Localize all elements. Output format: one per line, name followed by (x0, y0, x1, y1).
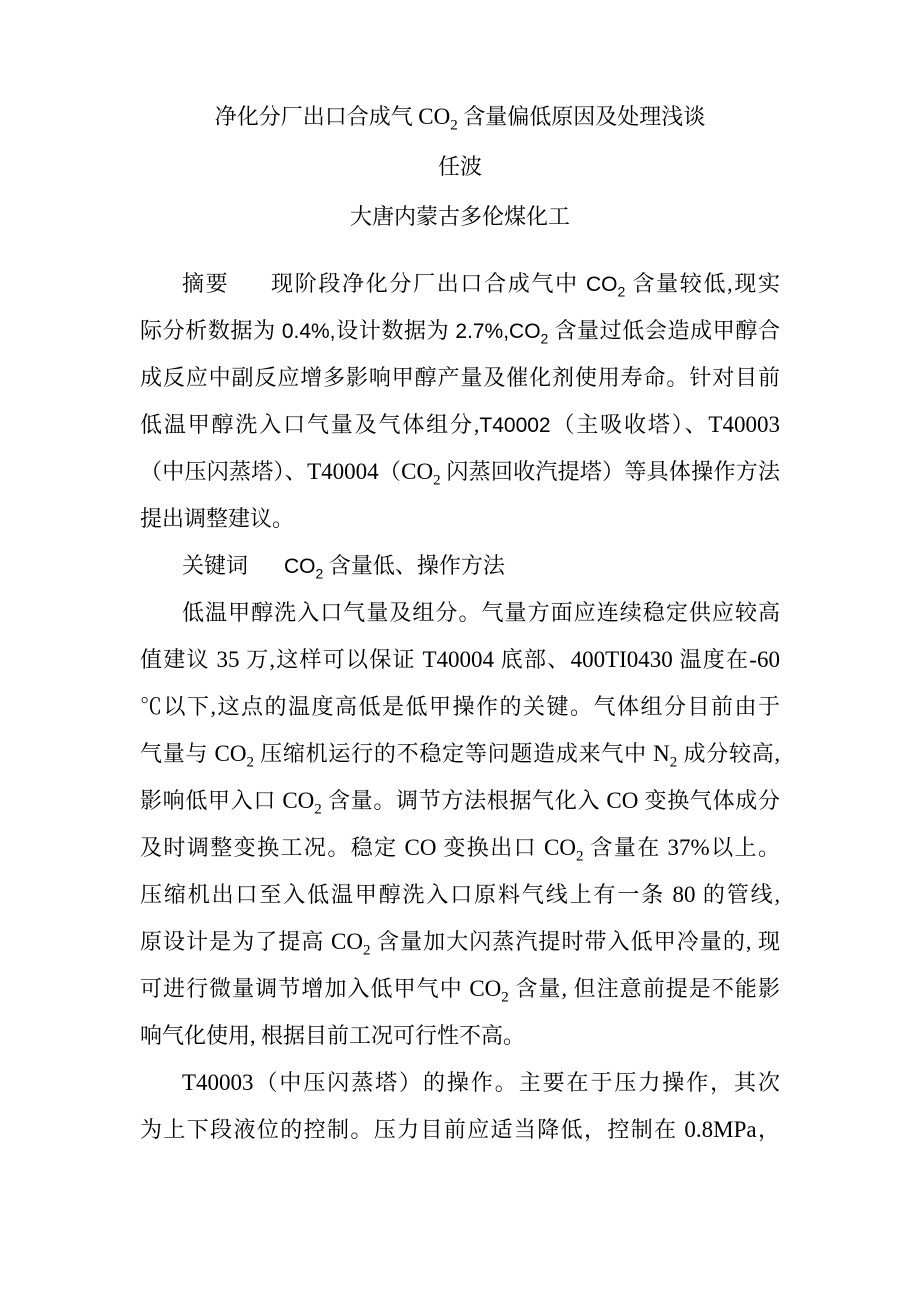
text-run: 的管线, (695, 882, 780, 907)
text-run: CO (418, 104, 451, 129)
text-run: 气量与 (140, 741, 215, 766)
text-run: 原设计是为了提高 (140, 929, 332, 954)
text-run: 大唐内蒙古多伦煤化工 (349, 204, 570, 229)
text-run: CO (214, 741, 247, 766)
text-run: 含量较低,现实 (625, 271, 780, 296)
text-run: 成分较高, (677, 741, 780, 766)
abstract-line-5 (140, 448, 780, 495)
para1-line-4 (140, 730, 780, 777)
para1-line-1 (140, 589, 780, 636)
abstract-line-1 (140, 260, 780, 307)
text-run: 影响低甲入口 (140, 788, 283, 813)
text-run: 2 (246, 754, 254, 771)
text-run: 含量过低会造成甲醇合 (548, 318, 780, 343)
text-run: -60 (749, 647, 780, 672)
text-run: 400TI0430 (570, 647, 673, 672)
text-run: 2 (501, 989, 509, 1006)
text-run: 以上。 (709, 835, 780, 860)
title-line (140, 92, 780, 142)
text-run: 含量加大闪蒸汽提时带入低甲冷量的, 现 (370, 929, 780, 954)
text-run: 80 (672, 882, 696, 907)
text-run: （中压闪蒸塔）的操作。主要在于压力操作，其次 (253, 1070, 780, 1095)
text-run: 2 (362, 942, 371, 959)
text-run: 净化分厂出口合成气 (214, 104, 419, 129)
para1-line-10 (140, 1012, 780, 1059)
text-run: （中压闪蒸塔）、 (140, 459, 308, 484)
text-run: CO (331, 929, 363, 954)
para1-line-5 (140, 777, 780, 824)
text-run: 2 (315, 565, 324, 582)
text-run: CO (404, 835, 437, 860)
text-run: T40003 (182, 1070, 254, 1095)
text-run: 含量。调节方法根据气化入 (321, 788, 607, 813)
text-run: 关键词 (182, 553, 249, 578)
text-run: 变换气体成分 (638, 788, 780, 813)
text-run: （主吸收塔）、 (550, 412, 709, 437)
text-run: （ (378, 459, 402, 484)
text-run: T40004 (422, 647, 495, 672)
text-run: 为上下段液位的控制。压力目前应适当降低，控制在 (140, 1117, 685, 1142)
text-run: CO (282, 788, 315, 813)
text-run: 2 (575, 848, 584, 865)
keywords-line (140, 542, 780, 589)
para1-line-9 (140, 965, 780, 1012)
author-line (140, 142, 780, 192)
text-run: 现阶段净化分厂出口合成气中 (269, 271, 586, 296)
text-run: 37% (667, 835, 710, 860)
text-run: 含量在 (583, 835, 668, 860)
affiliation-line (140, 192, 780, 242)
text-run: CO (401, 459, 434, 484)
text-run: 际分析数据为 (140, 318, 282, 343)
text-run: 压缩机运行的不稳定等问题造成来气中 (253, 741, 654, 766)
para1-line-8 (140, 918, 780, 965)
text-run: 2 (669, 754, 678, 771)
text-run: 摘要 (182, 271, 230, 296)
text-run: 2.7%,CO (455, 320, 541, 343)
text-run: 低温甲醇洗入口气量及气体组分, (140, 412, 480, 437)
text-run: 底部、 (494, 647, 571, 672)
para1-line-7 (140, 871, 780, 918)
text-run: 提出调整建议。 (140, 506, 295, 531)
text-run: 值建议 (140, 647, 217, 672)
text-run: 成反应中副反应增多影响甲醇产量及催化剂使用寿命。针对目前 (140, 365, 780, 390)
para2-line-2 (140, 1106, 780, 1153)
text-run: 设计数据为 (335, 318, 456, 343)
text-run: 35 (216, 647, 240, 672)
text-run: 可进行微量调节增加入低甲气中 (140, 976, 470, 1001)
text-run: 变换出口 (436, 835, 544, 860)
text-run: 及时调整变换工况。稳定 (140, 835, 405, 860)
text-run: 响气化使用, 根据目前工况可行性不高。 (140, 1023, 526, 1048)
text-run: ， (756, 1117, 780, 1142)
text-run: 2 (540, 330, 549, 347)
label-spacer (248, 572, 284, 573)
text-run: CO (284, 555, 316, 578)
text-run: T40004 (307, 459, 379, 484)
text-run: 低温甲醇洗入口气量及组分。气量方面应连续稳定供应较高 (182, 600, 780, 625)
para1-line-2 (140, 636, 780, 683)
text-run: CO (606, 788, 639, 813)
text-run: 压缩机出口至入低温甲醇洗入口原料气线上有一条 (140, 882, 673, 907)
text-run: 含量偏低原因及处理浅谈 (457, 104, 706, 129)
abstract-line-6 (140, 495, 780, 542)
text-run: 闪蒸回收汽提塔）等具体操作方法 (440, 459, 780, 484)
text-run: 2 (433, 472, 441, 489)
abstract-line-2 (140, 307, 780, 354)
text-run: 温度在 (672, 647, 750, 672)
text-run: 0.4%, (281, 320, 336, 343)
text-run: 2 (314, 801, 322, 818)
label-spacer (229, 290, 269, 291)
text-run: 万,这样可以保证 (239, 647, 423, 672)
text-run: ℃以下,这点的温度高低是低甲操作的关键。气体组分目前由于 (140, 694, 780, 719)
text-run: CO (469, 976, 502, 1001)
para1-line-6 (140, 824, 780, 871)
text-run: 含量低、操作方法 (323, 553, 505, 578)
text-run: T40002 (479, 414, 551, 437)
text-run: T40003 (708, 412, 780, 437)
text-run: N (653, 741, 670, 766)
abstract-line-4 (140, 401, 780, 448)
text-run: 含量, 但注意前提是不能影 (508, 976, 780, 1001)
text-run: CO (585, 273, 618, 296)
text-run: 任波 (437, 154, 482, 179)
para1-line-3 (140, 683, 780, 730)
text-run: 0.8MPa (684, 1117, 757, 1142)
text-run: CO (543, 835, 576, 860)
abstract-line-3 (140, 354, 780, 401)
para2-line-1 (140, 1059, 780, 1106)
text-run: 2 (617, 283, 626, 300)
text-run: 2 (450, 117, 458, 134)
